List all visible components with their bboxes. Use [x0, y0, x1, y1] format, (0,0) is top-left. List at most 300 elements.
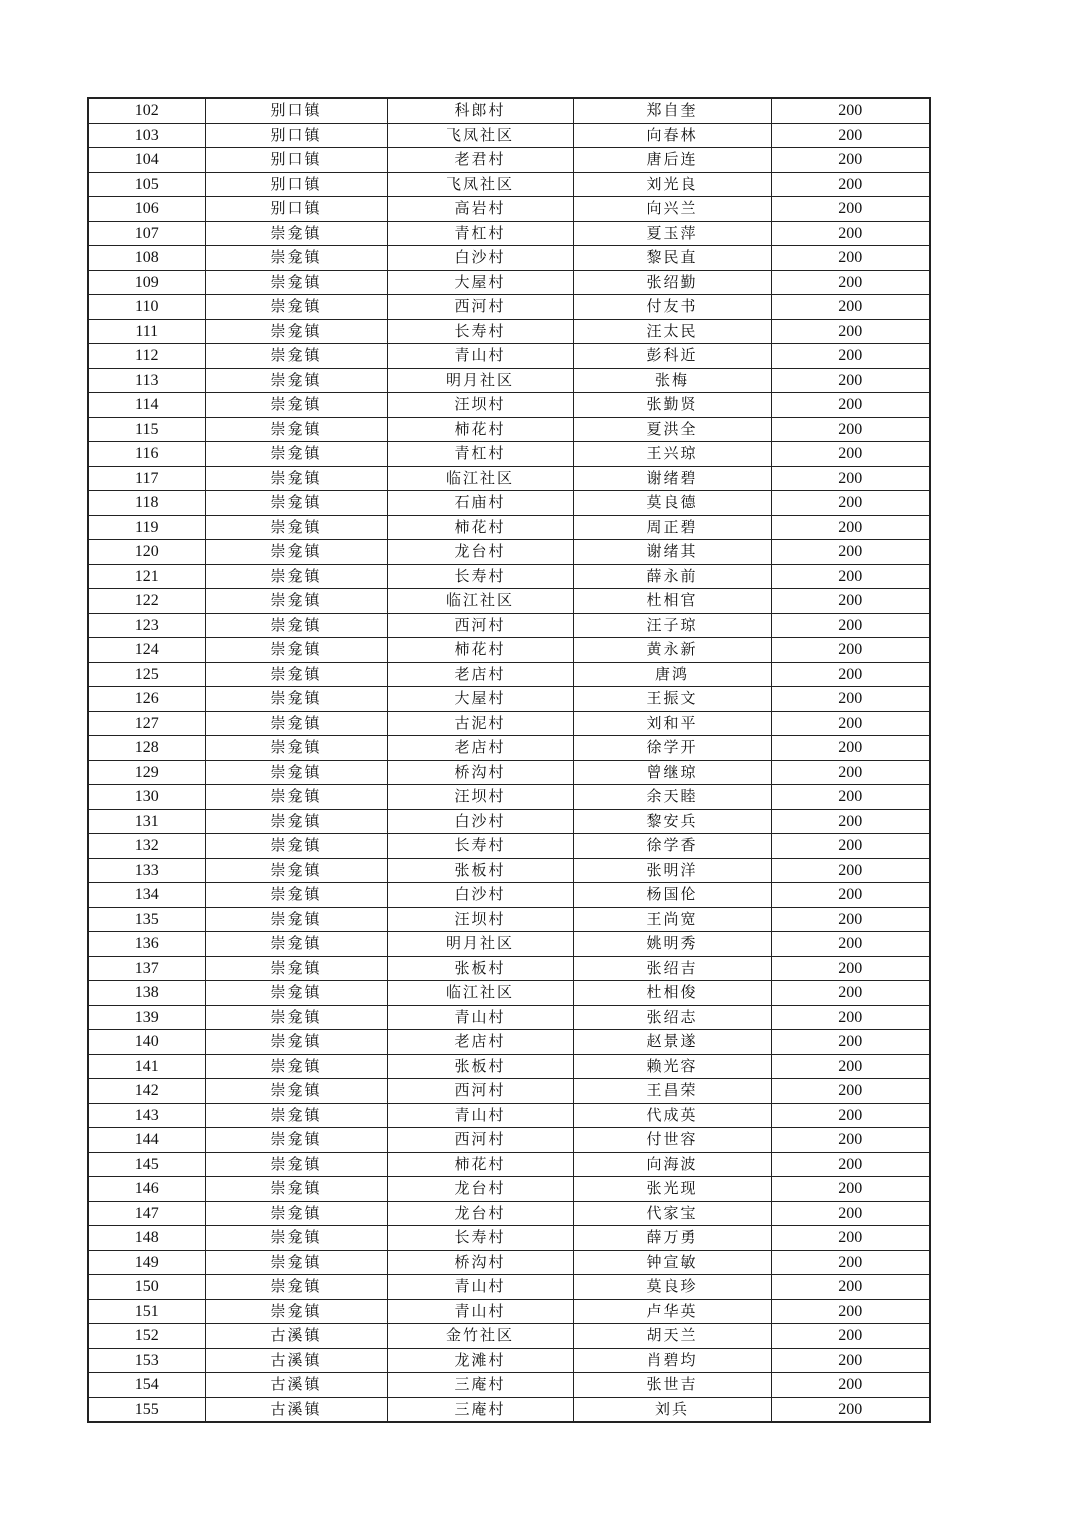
- village-cell: 西河村: [387, 1079, 573, 1104]
- name-cell: 余天睦: [573, 785, 771, 810]
- amount-cell: 200: [771, 98, 930, 123]
- row-number-cell: 131: [88, 809, 205, 834]
- name-cell: 张世吉: [573, 1373, 771, 1398]
- table-row: [88, 466, 930, 491]
- name-cell: 黄永新: [573, 638, 771, 663]
- amount-cell: 200: [771, 1275, 930, 1300]
- name-cell: 王昌荣: [573, 1079, 771, 1104]
- row-number-cell: 118: [88, 491, 205, 516]
- village-cell: 龙台村: [387, 540, 573, 565]
- name-cell: 薛永前: [573, 564, 771, 589]
- amount-cell: 200: [771, 1250, 930, 1275]
- name-cell: 杨国伦: [573, 883, 771, 908]
- name-cell: 徐学香: [573, 834, 771, 859]
- town-cell: 崇龛镇: [205, 466, 387, 491]
- table-row: [88, 1128, 930, 1153]
- village-cell: 明月社区: [387, 368, 573, 393]
- row-number-cell: 138: [88, 981, 205, 1006]
- table-row: [88, 1152, 930, 1177]
- amount-cell: 200: [771, 515, 930, 540]
- table-row: [88, 540, 930, 565]
- table-row: [88, 981, 930, 1006]
- name-cell: 汪太民: [573, 319, 771, 344]
- amount-cell: 200: [771, 319, 930, 344]
- name-cell: 赖光容: [573, 1054, 771, 1079]
- name-cell: 张勤贤: [573, 393, 771, 418]
- amount-cell: 200: [771, 1079, 930, 1104]
- amount-cell: 200: [771, 687, 930, 712]
- amount-cell: 200: [771, 148, 930, 173]
- town-cell: 崇龛镇: [205, 834, 387, 859]
- row-number-cell: 152: [88, 1324, 205, 1349]
- name-cell: 张明洋: [573, 858, 771, 883]
- row-number-cell: 124: [88, 638, 205, 663]
- table-row: [88, 1373, 930, 1398]
- amount-cell: 200: [771, 1177, 930, 1202]
- row-number-cell: 144: [88, 1128, 205, 1153]
- name-cell: 杜相官: [573, 589, 771, 614]
- row-number-cell: 150: [88, 1275, 205, 1300]
- table-row: [88, 907, 930, 932]
- name-cell: 彭科近: [573, 344, 771, 369]
- name-cell: 郑自奎: [573, 98, 771, 123]
- town-cell: 崇龛镇: [205, 1128, 387, 1153]
- table-row: [88, 1250, 930, 1275]
- town-cell: 崇龛镇: [205, 246, 387, 271]
- village-cell: 柿花村: [387, 638, 573, 663]
- name-cell: 赵景遂: [573, 1030, 771, 1055]
- village-cell: 青山村: [387, 344, 573, 369]
- amount-cell: 200: [771, 1128, 930, 1153]
- town-cell: 古溪镇: [205, 1324, 387, 1349]
- row-number-cell: 136: [88, 932, 205, 957]
- village-cell: 西河村: [387, 295, 573, 320]
- name-cell: 向海波: [573, 1152, 771, 1177]
- amount-cell: 200: [771, 638, 930, 663]
- village-cell: 龙滩村: [387, 1348, 573, 1373]
- row-number-cell: 145: [88, 1152, 205, 1177]
- amount-cell: 200: [771, 736, 930, 761]
- town-cell: 别口镇: [205, 123, 387, 148]
- name-cell: 王振文: [573, 687, 771, 712]
- village-cell: 青山村: [387, 1005, 573, 1030]
- row-number-cell: 139: [88, 1005, 205, 1030]
- amount-cell: 200: [771, 442, 930, 467]
- name-cell: 王兴琼: [573, 442, 771, 467]
- row-number-cell: 113: [88, 368, 205, 393]
- village-cell: 白沙村: [387, 246, 573, 271]
- amount-cell: 200: [771, 1030, 930, 1055]
- town-cell: 崇龛镇: [205, 1030, 387, 1055]
- amount-cell: 200: [771, 1299, 930, 1324]
- table-row: [88, 515, 930, 540]
- table-row: [88, 662, 930, 687]
- row-number-cell: 108: [88, 246, 205, 271]
- village-cell: 桥沟村: [387, 760, 573, 785]
- table-row: [88, 760, 930, 785]
- row-number-cell: 107: [88, 221, 205, 246]
- amount-cell: 200: [771, 221, 930, 246]
- village-cell: 汪坝村: [387, 907, 573, 932]
- table-row: [88, 1030, 930, 1055]
- roster-table: [87, 97, 931, 1423]
- amount-cell: 200: [771, 417, 930, 442]
- town-cell: 崇龛镇: [205, 540, 387, 565]
- town-cell: 崇龛镇: [205, 319, 387, 344]
- town-cell: 崇龛镇: [205, 491, 387, 516]
- town-cell: 崇龛镇: [205, 221, 387, 246]
- town-cell: 别口镇: [205, 98, 387, 123]
- row-number-cell: 122: [88, 589, 205, 614]
- table-row: [88, 442, 930, 467]
- name-cell: 肖碧均: [573, 1348, 771, 1373]
- row-number-cell: 140: [88, 1030, 205, 1055]
- name-cell: 钟宣敏: [573, 1250, 771, 1275]
- row-number-cell: 110: [88, 295, 205, 320]
- amount-cell: 200: [771, 491, 930, 516]
- town-cell: 崇龛镇: [205, 613, 387, 638]
- table-row: [88, 564, 930, 589]
- town-cell: 崇龛镇: [205, 907, 387, 932]
- town-cell: 崇龛镇: [205, 1177, 387, 1202]
- village-cell: 张板村: [387, 1054, 573, 1079]
- village-cell: 桥沟村: [387, 1250, 573, 1275]
- table-row: [88, 123, 930, 148]
- name-cell: 张绍勤: [573, 270, 771, 295]
- name-cell: 莫良德: [573, 491, 771, 516]
- village-cell: 西河村: [387, 1128, 573, 1153]
- village-cell: 汪坝村: [387, 393, 573, 418]
- table-row: [88, 1079, 930, 1104]
- row-number-cell: 109: [88, 270, 205, 295]
- table-row: [88, 98, 930, 123]
- name-cell: 莫良珍: [573, 1275, 771, 1300]
- village-cell: 高岩村: [387, 197, 573, 222]
- table-row: [88, 1103, 930, 1128]
- table-row: [88, 197, 930, 222]
- table-row: [88, 834, 930, 859]
- town-cell: 崇龛镇: [205, 417, 387, 442]
- row-number-cell: 134: [88, 883, 205, 908]
- roster-sheet: [87, 97, 931, 1423]
- name-cell: 张梅: [573, 368, 771, 393]
- name-cell: 张光现: [573, 1177, 771, 1202]
- town-cell: 古溪镇: [205, 1348, 387, 1373]
- town-cell: 古溪镇: [205, 1373, 387, 1398]
- row-number-cell: 119: [88, 515, 205, 540]
- table-row: [88, 319, 930, 344]
- table-row: [88, 711, 930, 736]
- table-row: [88, 1201, 930, 1226]
- village-cell: 长寿村: [387, 564, 573, 589]
- village-cell: 长寿村: [387, 319, 573, 344]
- row-number-cell: 149: [88, 1250, 205, 1275]
- town-cell: 崇龛镇: [205, 1054, 387, 1079]
- town-cell: 崇龛镇: [205, 858, 387, 883]
- town-cell: 崇龛镇: [205, 1005, 387, 1030]
- table-row: [88, 956, 930, 981]
- name-cell: 卢华英: [573, 1299, 771, 1324]
- table-row: [88, 148, 930, 173]
- row-number-cell: 155: [88, 1397, 205, 1422]
- name-cell: 张绍吉: [573, 956, 771, 981]
- name-cell: 付友书: [573, 295, 771, 320]
- roster-table-body: [88, 98, 930, 1422]
- name-cell: 周正碧: [573, 515, 771, 540]
- town-cell: 别口镇: [205, 172, 387, 197]
- amount-cell: 200: [771, 589, 930, 614]
- village-cell: 白沙村: [387, 883, 573, 908]
- town-cell: 崇龛镇: [205, 760, 387, 785]
- amount-cell: 200: [771, 564, 930, 589]
- amount-cell: 200: [771, 1005, 930, 1030]
- village-cell: 石庙村: [387, 491, 573, 516]
- row-number-cell: 135: [88, 907, 205, 932]
- row-number-cell: 103: [88, 123, 205, 148]
- table-row: [88, 1054, 930, 1079]
- town-cell: 崇龛镇: [205, 736, 387, 761]
- table-row: [88, 932, 930, 957]
- amount-cell: 200: [771, 956, 930, 981]
- town-cell: 崇龛镇: [205, 270, 387, 295]
- amount-cell: 200: [771, 344, 930, 369]
- village-cell: 临江社区: [387, 589, 573, 614]
- name-cell: 汪子琼: [573, 613, 771, 638]
- village-cell: 西河村: [387, 613, 573, 638]
- name-cell: 薛万勇: [573, 1226, 771, 1251]
- table-row: [88, 1275, 930, 1300]
- row-number-cell: 104: [88, 148, 205, 173]
- table-row: [88, 491, 930, 516]
- amount-cell: 200: [771, 711, 930, 736]
- name-cell: 代家宝: [573, 1201, 771, 1226]
- town-cell: 崇龛镇: [205, 564, 387, 589]
- amount-cell: 200: [771, 1324, 930, 1349]
- town-cell: 崇龛镇: [205, 956, 387, 981]
- village-cell: 龙台村: [387, 1177, 573, 1202]
- amount-cell: 200: [771, 932, 930, 957]
- name-cell: 刘兵: [573, 1397, 771, 1422]
- amount-cell: 200: [771, 197, 930, 222]
- row-number-cell: 137: [88, 956, 205, 981]
- row-number-cell: 116: [88, 442, 205, 467]
- table-row: [88, 1005, 930, 1030]
- village-cell: 老店村: [387, 1030, 573, 1055]
- amount-cell: 200: [771, 393, 930, 418]
- name-cell: 向兴兰: [573, 197, 771, 222]
- table-row: [88, 858, 930, 883]
- village-cell: 飞凤社区: [387, 123, 573, 148]
- town-cell: 崇龛镇: [205, 785, 387, 810]
- table-row: [88, 883, 930, 908]
- row-number-cell: 153: [88, 1348, 205, 1373]
- name-cell: 胡天兰: [573, 1324, 771, 1349]
- table-row: [88, 589, 930, 614]
- village-cell: 柿花村: [387, 1152, 573, 1177]
- name-cell: 刘光良: [573, 172, 771, 197]
- name-cell: 代成英: [573, 1103, 771, 1128]
- town-cell: 崇龛镇: [205, 1152, 387, 1177]
- village-cell: 老店村: [387, 662, 573, 687]
- village-cell: 科郎村: [387, 98, 573, 123]
- table-row: [88, 1348, 930, 1373]
- town-cell: 崇龛镇: [205, 662, 387, 687]
- row-number-cell: 128: [88, 736, 205, 761]
- village-cell: 青杠村: [387, 221, 573, 246]
- town-cell: 别口镇: [205, 197, 387, 222]
- table-row: [88, 344, 930, 369]
- village-cell: 大屋村: [387, 687, 573, 712]
- town-cell: 崇龛镇: [205, 589, 387, 614]
- amount-cell: 200: [771, 1348, 930, 1373]
- village-cell: 金竹社区: [387, 1324, 573, 1349]
- row-number-cell: 129: [88, 760, 205, 785]
- amount-cell: 200: [771, 246, 930, 271]
- table-row: [88, 1226, 930, 1251]
- row-number-cell: 106: [88, 197, 205, 222]
- table-row: [88, 1397, 930, 1422]
- table-row: [88, 736, 930, 761]
- table-row: [88, 687, 930, 712]
- row-number-cell: 130: [88, 785, 205, 810]
- row-number-cell: 111: [88, 319, 205, 344]
- town-cell: 崇龛镇: [205, 1299, 387, 1324]
- table-row: [88, 638, 930, 663]
- amount-cell: 200: [771, 785, 930, 810]
- row-number-cell: 127: [88, 711, 205, 736]
- amount-cell: 200: [771, 760, 930, 785]
- amount-cell: 200: [771, 295, 930, 320]
- name-cell: 付世容: [573, 1128, 771, 1153]
- amount-cell: 200: [771, 834, 930, 859]
- table-row: [88, 246, 930, 271]
- name-cell: 谢绪其: [573, 540, 771, 565]
- town-cell: 别口镇: [205, 148, 387, 173]
- amount-cell: 200: [771, 270, 930, 295]
- village-cell: 汪坝村: [387, 785, 573, 810]
- amount-cell: 200: [771, 981, 930, 1006]
- village-cell: 长寿村: [387, 1226, 573, 1251]
- town-cell: 崇龛镇: [205, 393, 387, 418]
- row-number-cell: 112: [88, 344, 205, 369]
- town-cell: 崇龛镇: [205, 981, 387, 1006]
- table-row: [88, 270, 930, 295]
- amount-cell: 200: [771, 883, 930, 908]
- name-cell: 谢绪碧: [573, 466, 771, 491]
- town-cell: 崇龛镇: [205, 638, 387, 663]
- table-row: [88, 368, 930, 393]
- village-cell: 老店村: [387, 736, 573, 761]
- table-row: [88, 295, 930, 320]
- table-row: [88, 809, 930, 834]
- village-cell: 三庵村: [387, 1373, 573, 1398]
- name-cell: 曾继琼: [573, 760, 771, 785]
- village-cell: 长寿村: [387, 834, 573, 859]
- town-cell: 崇龛镇: [205, 515, 387, 540]
- table-row: [88, 172, 930, 197]
- village-cell: 青杠村: [387, 442, 573, 467]
- amount-cell: 200: [771, 1103, 930, 1128]
- name-cell: 黎安兵: [573, 809, 771, 834]
- name-cell: 杜相俊: [573, 981, 771, 1006]
- row-number-cell: 123: [88, 613, 205, 638]
- table-row: [88, 393, 930, 418]
- table-row: [88, 417, 930, 442]
- row-number-cell: 143: [88, 1103, 205, 1128]
- town-cell: 崇龛镇: [205, 711, 387, 736]
- name-cell: 王尚宽: [573, 907, 771, 932]
- town-cell: 古溪镇: [205, 1397, 387, 1422]
- table-row: [88, 1177, 930, 1202]
- table-row: [88, 785, 930, 810]
- name-cell: 刘和平: [573, 711, 771, 736]
- name-cell: 张绍志: [573, 1005, 771, 1030]
- village-cell: 老君村: [387, 148, 573, 173]
- row-number-cell: 154: [88, 1373, 205, 1398]
- town-cell: 崇龛镇: [205, 883, 387, 908]
- name-cell: 夏玉萍: [573, 221, 771, 246]
- name-cell: 夏洪全: [573, 417, 771, 442]
- name-cell: 徐学开: [573, 736, 771, 761]
- amount-cell: 200: [771, 1373, 930, 1398]
- town-cell: 崇龛镇: [205, 932, 387, 957]
- village-cell: 柿花村: [387, 515, 573, 540]
- village-cell: 临江社区: [387, 981, 573, 1006]
- row-number-cell: 125: [88, 662, 205, 687]
- village-cell: 青山村: [387, 1299, 573, 1324]
- amount-cell: 200: [771, 172, 930, 197]
- village-cell: 大屋村: [387, 270, 573, 295]
- row-number-cell: 117: [88, 466, 205, 491]
- village-cell: 张板村: [387, 858, 573, 883]
- village-cell: 古泥村: [387, 711, 573, 736]
- table-row: [88, 221, 930, 246]
- town-cell: 崇龛镇: [205, 1226, 387, 1251]
- town-cell: 崇龛镇: [205, 295, 387, 320]
- row-number-cell: 105: [88, 172, 205, 197]
- row-number-cell: 121: [88, 564, 205, 589]
- row-number-cell: 151: [88, 1299, 205, 1324]
- amount-cell: 200: [771, 123, 930, 148]
- town-cell: 崇龛镇: [205, 809, 387, 834]
- row-number-cell: 102: [88, 98, 205, 123]
- row-number-cell: 120: [88, 540, 205, 565]
- amount-cell: 200: [771, 540, 930, 565]
- village-cell: 龙台村: [387, 1201, 573, 1226]
- amount-cell: 200: [771, 466, 930, 491]
- town-cell: 崇龛镇: [205, 1250, 387, 1275]
- row-number-cell: 126: [88, 687, 205, 712]
- amount-cell: 200: [771, 1201, 930, 1226]
- village-cell: 青山村: [387, 1275, 573, 1300]
- row-number-cell: 141: [88, 1054, 205, 1079]
- amount-cell: 200: [771, 858, 930, 883]
- table-row: [88, 613, 930, 638]
- town-cell: 崇龛镇: [205, 344, 387, 369]
- town-cell: 崇龛镇: [205, 1103, 387, 1128]
- name-cell: 唐后连: [573, 148, 771, 173]
- village-cell: 青山村: [387, 1103, 573, 1128]
- amount-cell: 200: [771, 1152, 930, 1177]
- amount-cell: 200: [771, 368, 930, 393]
- table-row: [88, 1299, 930, 1324]
- name-cell: 姚明秀: [573, 932, 771, 957]
- row-number-cell: 146: [88, 1177, 205, 1202]
- row-number-cell: 148: [88, 1226, 205, 1251]
- village-cell: 临江社区: [387, 466, 573, 491]
- village-cell: 白沙村: [387, 809, 573, 834]
- amount-cell: 200: [771, 662, 930, 687]
